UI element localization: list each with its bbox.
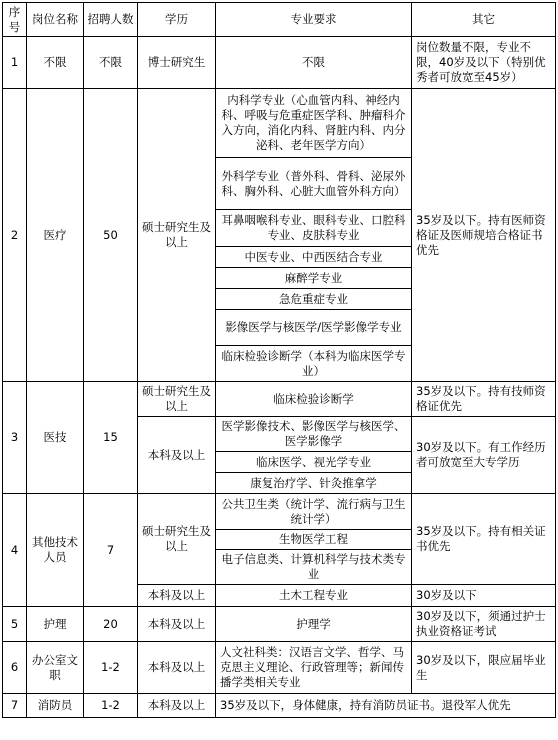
count-cell: 不限 <box>84 37 138 89</box>
education-cell: 博士研究生 <box>138 37 216 89</box>
header-position: 岗位名称 <box>27 3 84 37</box>
table-row <box>3 382 556 417</box>
education-cell: 本科及以上 <box>138 585 216 607</box>
major-cell: 公共卫生类（统计学、流行病与卫生统计学） <box>216 494 412 530</box>
major-cell: 临床医学、视光学专业 <box>216 452 412 473</box>
education-cell: 本科及以上 <box>138 694 216 718</box>
table-row <box>3 89 556 158</box>
major-cell: 医学影像技术、影像医学与核医学、医学影像学 <box>216 417 412 452</box>
major-cell: 临床检验诊断学（本科为临床医学专业） <box>216 346 412 382</box>
other-cell: 35岁及以下。持有技师资格证优先 <box>412 382 556 417</box>
position-cell: 护理 <box>27 607 84 642</box>
major-cell: 外科学专业（普外科、骨科、泌尿外科、胸外科、心脏大血管外科方向） <box>216 158 412 210</box>
header-major: 专业要求 <box>216 3 412 37</box>
table-row <box>3 607 556 642</box>
seq-cell: 2 <box>3 89 27 382</box>
table-row <box>3 494 556 530</box>
seq-cell: 1 <box>3 37 27 89</box>
major-cell: 不限 <box>216 37 412 89</box>
count-cell: 20 <box>84 607 138 642</box>
position-cell: 医技 <box>27 382 84 494</box>
major-cell: 麻醉学专业 <box>216 268 412 289</box>
seq-cell: 3 <box>3 382 27 494</box>
major-cell: 急危重症专业 <box>216 289 412 310</box>
count-cell: 50 <box>84 89 138 382</box>
education-cell: 本科及以上 <box>138 607 216 642</box>
table-row <box>3 37 556 89</box>
count-cell: 7 <box>84 494 138 607</box>
table-row <box>3 694 556 718</box>
seq-cell: 6 <box>3 642 27 694</box>
education-cell: 硕士研究生及以上 <box>138 89 216 382</box>
other-cell: 35岁及以下。持有相关证书优先 <box>412 494 556 585</box>
major-cell: 中医专业、中西医结合专业 <box>216 247 412 268</box>
count-cell: 15 <box>84 382 138 494</box>
major-cell: 护理学 <box>216 607 412 642</box>
other-cell: 30岁及以下。有工作经历者可放宽至大专学历 <box>412 417 556 494</box>
education-cell: 本科及以上 <box>138 642 216 694</box>
position-cell: 不限 <box>27 37 84 89</box>
count-cell: 1-2 <box>84 694 138 718</box>
major-cell: 耳鼻咽喉科专业、眼科专业、口腔科专业、皮肤科专业 <box>216 210 412 247</box>
education-cell: 硕士研究生及以上 <box>138 382 216 417</box>
table-row <box>3 642 556 694</box>
major-cell: 内科学专业（心血管内科、神经内科、呼吸与危重症医学科、肿瘤科介入方向，消化内科、肾脏内科、内分泌科、老年医学方向） <box>216 89 412 158</box>
merged-requirement-cell: 35岁及以下，身体健康，持有消防员证书。退役军人优先 <box>216 694 556 718</box>
count-cell: 1-2 <box>84 642 138 694</box>
major-cell: 土木工程专业 <box>216 585 412 607</box>
major-cell: 影像医学与核医学/医学影像学专业 <box>216 310 412 346</box>
major-cell: 康复治疗学、针灸推拿学 <box>216 473 412 494</box>
recruitment-table <box>2 2 556 718</box>
major-cell: 临床检验诊断学 <box>216 382 412 417</box>
header-row <box>3 3 556 37</box>
other-cell: 35岁及以下。持有医师资格证及医师规培合格证书优先 <box>412 89 556 382</box>
position-cell: 医疗 <box>27 89 84 382</box>
header-count: 招聘人数 <box>84 3 138 37</box>
position-cell: 消防员 <box>27 694 84 718</box>
seq-cell: 7 <box>3 694 27 718</box>
position-cell: 办公室文职 <box>27 642 84 694</box>
education-cell: 硕士研究生及以上 <box>138 494 216 585</box>
seq-cell: 4 <box>3 494 27 607</box>
major-cell: 电子信息类、计算机科学与技术类专业 <box>216 550 412 585</box>
major-cell: 生物医学工程 <box>216 530 412 550</box>
other-cell: 岗位数量不限，专业不限，40岁及以下（特别优秀者可放宽至45岁） <box>412 37 556 89</box>
major-cell: 人文社科类：汉语言文学、哲学、马克思主义理论、行政管理等；新闻传播学类相关专业 <box>216 642 412 694</box>
other-cell: 30岁及以下，限应届毕业生 <box>412 642 556 694</box>
header-education: 学历 <box>138 3 216 37</box>
position-cell: 其他技术人员 <box>27 494 84 607</box>
other-cell: 30岁及以下，须通过护士执业资格证考试 <box>412 607 556 642</box>
other-cell: 30岁及以下 <box>412 585 556 607</box>
education-cell: 本科及以上 <box>138 417 216 494</box>
header-seq: 序号 <box>3 3 27 37</box>
header-other: 其它 <box>412 3 556 37</box>
seq-cell: 5 <box>3 607 27 642</box>
